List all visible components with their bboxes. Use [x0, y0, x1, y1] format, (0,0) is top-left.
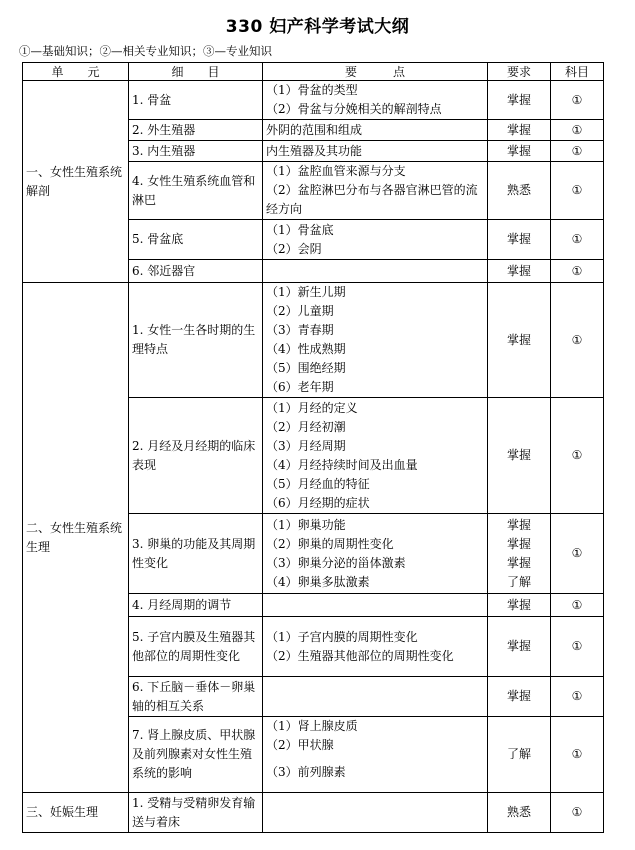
- item-cell: 3. 卵巢的功能及其周期性变化: [129, 514, 263, 594]
- subject-cell: ①: [551, 398, 604, 514]
- requirement-cell: 掌握: [488, 283, 551, 398]
- subject-cell: ①: [551, 283, 604, 398]
- points-cell: [263, 717, 488, 793]
- subject-cell: ①: [551, 162, 604, 220]
- point: （1）骨盆的类型: [266, 83, 358, 97]
- subject-cell: ①: [551, 81, 604, 120]
- point: （6）老年期: [266, 380, 334, 394]
- syllabus-table: [22, 62, 604, 833]
- item-cell: 6. 下丘脑－垂体－卵巢轴的相互关系: [129, 677, 263, 717]
- item-cell: 1. 受精与受精卵发育输送与着床: [129, 793, 263, 833]
- item-cell: 6. 邻近器官: [129, 260, 263, 283]
- requirement-cell: 掌握: [488, 677, 551, 717]
- points-cell: 外阴的范围和组成: [263, 120, 488, 141]
- table-row: [23, 81, 604, 120]
- point: （3）前列腺素: [266, 765, 346, 779]
- item-cell: 3. 内生殖器: [129, 141, 263, 162]
- point: （1）子宫内膜的周期性变化: [266, 629, 418, 644]
- points-cell: [263, 398, 488, 514]
- points-cell: [263, 220, 488, 260]
- point: （2）儿童期: [266, 304, 334, 318]
- point: （1）肾上腺皮质: [266, 719, 358, 733]
- item-cell: 4. 月经周期的调节: [129, 594, 263, 617]
- point: （2）盆腔淋巴分布与各器官淋巴管的流经方向: [266, 183, 478, 216]
- point: （2）月经初潮: [266, 419, 346, 434]
- header-unit: 单 元: [23, 63, 129, 81]
- requirement-cell: 掌握: [488, 220, 551, 260]
- item-cell: 5. 子宫内膜及生殖器其他部位的周期性变化: [129, 617, 263, 677]
- table-header-row: [23, 63, 604, 81]
- point: （5）月经血的特征: [266, 476, 370, 491]
- item-cell: 4. 女性生殖系统血管和淋巴: [129, 162, 263, 220]
- header-subject: 科目: [551, 63, 604, 81]
- point: （2）生殖器其他部位的周期性变化: [266, 648, 454, 663]
- requirement: 掌握: [506, 517, 531, 532]
- requirement-cell: 掌握: [488, 141, 551, 162]
- points-cell: [263, 260, 488, 283]
- subject-cell: ①: [551, 120, 604, 141]
- subject-cell: ①: [551, 677, 604, 717]
- unit-cell: 二、女性生殖系统生理: [23, 283, 129, 793]
- requirement: 掌握: [506, 555, 531, 570]
- table-row: [23, 283, 604, 398]
- header-points: 要 点: [263, 63, 488, 81]
- subject-cell: ①: [551, 793, 604, 833]
- requirement: 了解: [506, 574, 531, 589]
- page-title: 330 妇产科学考试大纲: [225, 17, 410, 37]
- point: （1）新生儿期: [266, 285, 346, 299]
- point: （3）青春期: [266, 323, 334, 337]
- subject-cell: ①: [551, 594, 604, 617]
- requirement-cell: 掌握: [488, 81, 551, 120]
- item-cell: 1. 女性一生各时期的生理特点: [129, 283, 263, 398]
- table-row: [23, 793, 604, 833]
- points-cell: [263, 793, 488, 833]
- requirement-cell: 掌握: [488, 594, 551, 617]
- subject-cell: ①: [551, 617, 604, 677]
- subject-cell: ①: [551, 141, 604, 162]
- header-requirement: 要求: [488, 63, 551, 81]
- point: （1）卵巢功能: [266, 517, 346, 532]
- point: （2）甲状腺: [266, 738, 334, 752]
- point: （1）盆腔血管来源与分支: [266, 164, 406, 178]
- requirement-cell: 掌握: [488, 120, 551, 141]
- subject-cell: ①: [551, 220, 604, 260]
- subject-legend: ①—基础知识；②—相关专业知识；③—专业知识: [19, 44, 272, 58]
- requirement-cell: 掌握: [488, 617, 551, 677]
- header-item: 细 目: [129, 63, 263, 81]
- points-cell: [263, 594, 488, 617]
- subject-cell: ①: [551, 514, 604, 594]
- requirement-cell: 熟悉: [488, 793, 551, 833]
- point: （3）卵巢分泌的甾体激素: [266, 555, 406, 570]
- points-cell: 内生殖器及其功能: [263, 141, 488, 162]
- points-cell: [263, 81, 488, 120]
- requirement-cell: [488, 514, 551, 594]
- point: （5）围绝经期: [266, 361, 346, 375]
- points-cell: [263, 514, 488, 594]
- point: （1）骨盆底: [266, 222, 334, 237]
- requirement-cell: 熟悉: [488, 162, 551, 220]
- subject-cell: ①: [551, 717, 604, 793]
- point: （4）月经持续时间及出血量: [266, 457, 418, 472]
- unit-cell: 一、女性生殖系统解剖: [23, 81, 129, 283]
- points-cell: [263, 677, 488, 717]
- requirement-cell: 了解: [488, 717, 551, 793]
- point: （2）会阴: [266, 241, 322, 256]
- item-cell: 5. 骨盆底: [129, 220, 263, 260]
- item-cell: 7. 肾上腺皮质、甲状腺及前列腺素对女性生殖系统的影响: [129, 717, 263, 793]
- point: （3）月经周期: [266, 438, 346, 453]
- points-cell: [263, 162, 488, 220]
- requirement-cell: 掌握: [488, 260, 551, 283]
- point: （2）骨盆与分娩相关的解剖特点: [266, 102, 442, 116]
- item-cell: 2. 月经及月经期的临床表现: [129, 398, 263, 514]
- points-cell: [263, 617, 488, 677]
- point: （2）卵巢的周期性变化: [266, 536, 394, 551]
- point: （6）月经期的症状: [266, 495, 370, 510]
- point: （1）月经的定义: [266, 400, 358, 415]
- points-cell: [263, 283, 488, 398]
- requirement-cell: 掌握: [488, 398, 551, 514]
- unit-cell: 三、妊娠生理: [23, 793, 129, 833]
- subject-cell: ①: [551, 260, 604, 283]
- point: （4）性成熟期: [266, 342, 346, 356]
- point: （4）卵巢多肽激素: [266, 574, 370, 589]
- requirement: 掌握: [506, 536, 531, 551]
- item-cell: 2. 外生殖器: [129, 120, 263, 141]
- item-cell: 1. 骨盆: [129, 81, 263, 120]
